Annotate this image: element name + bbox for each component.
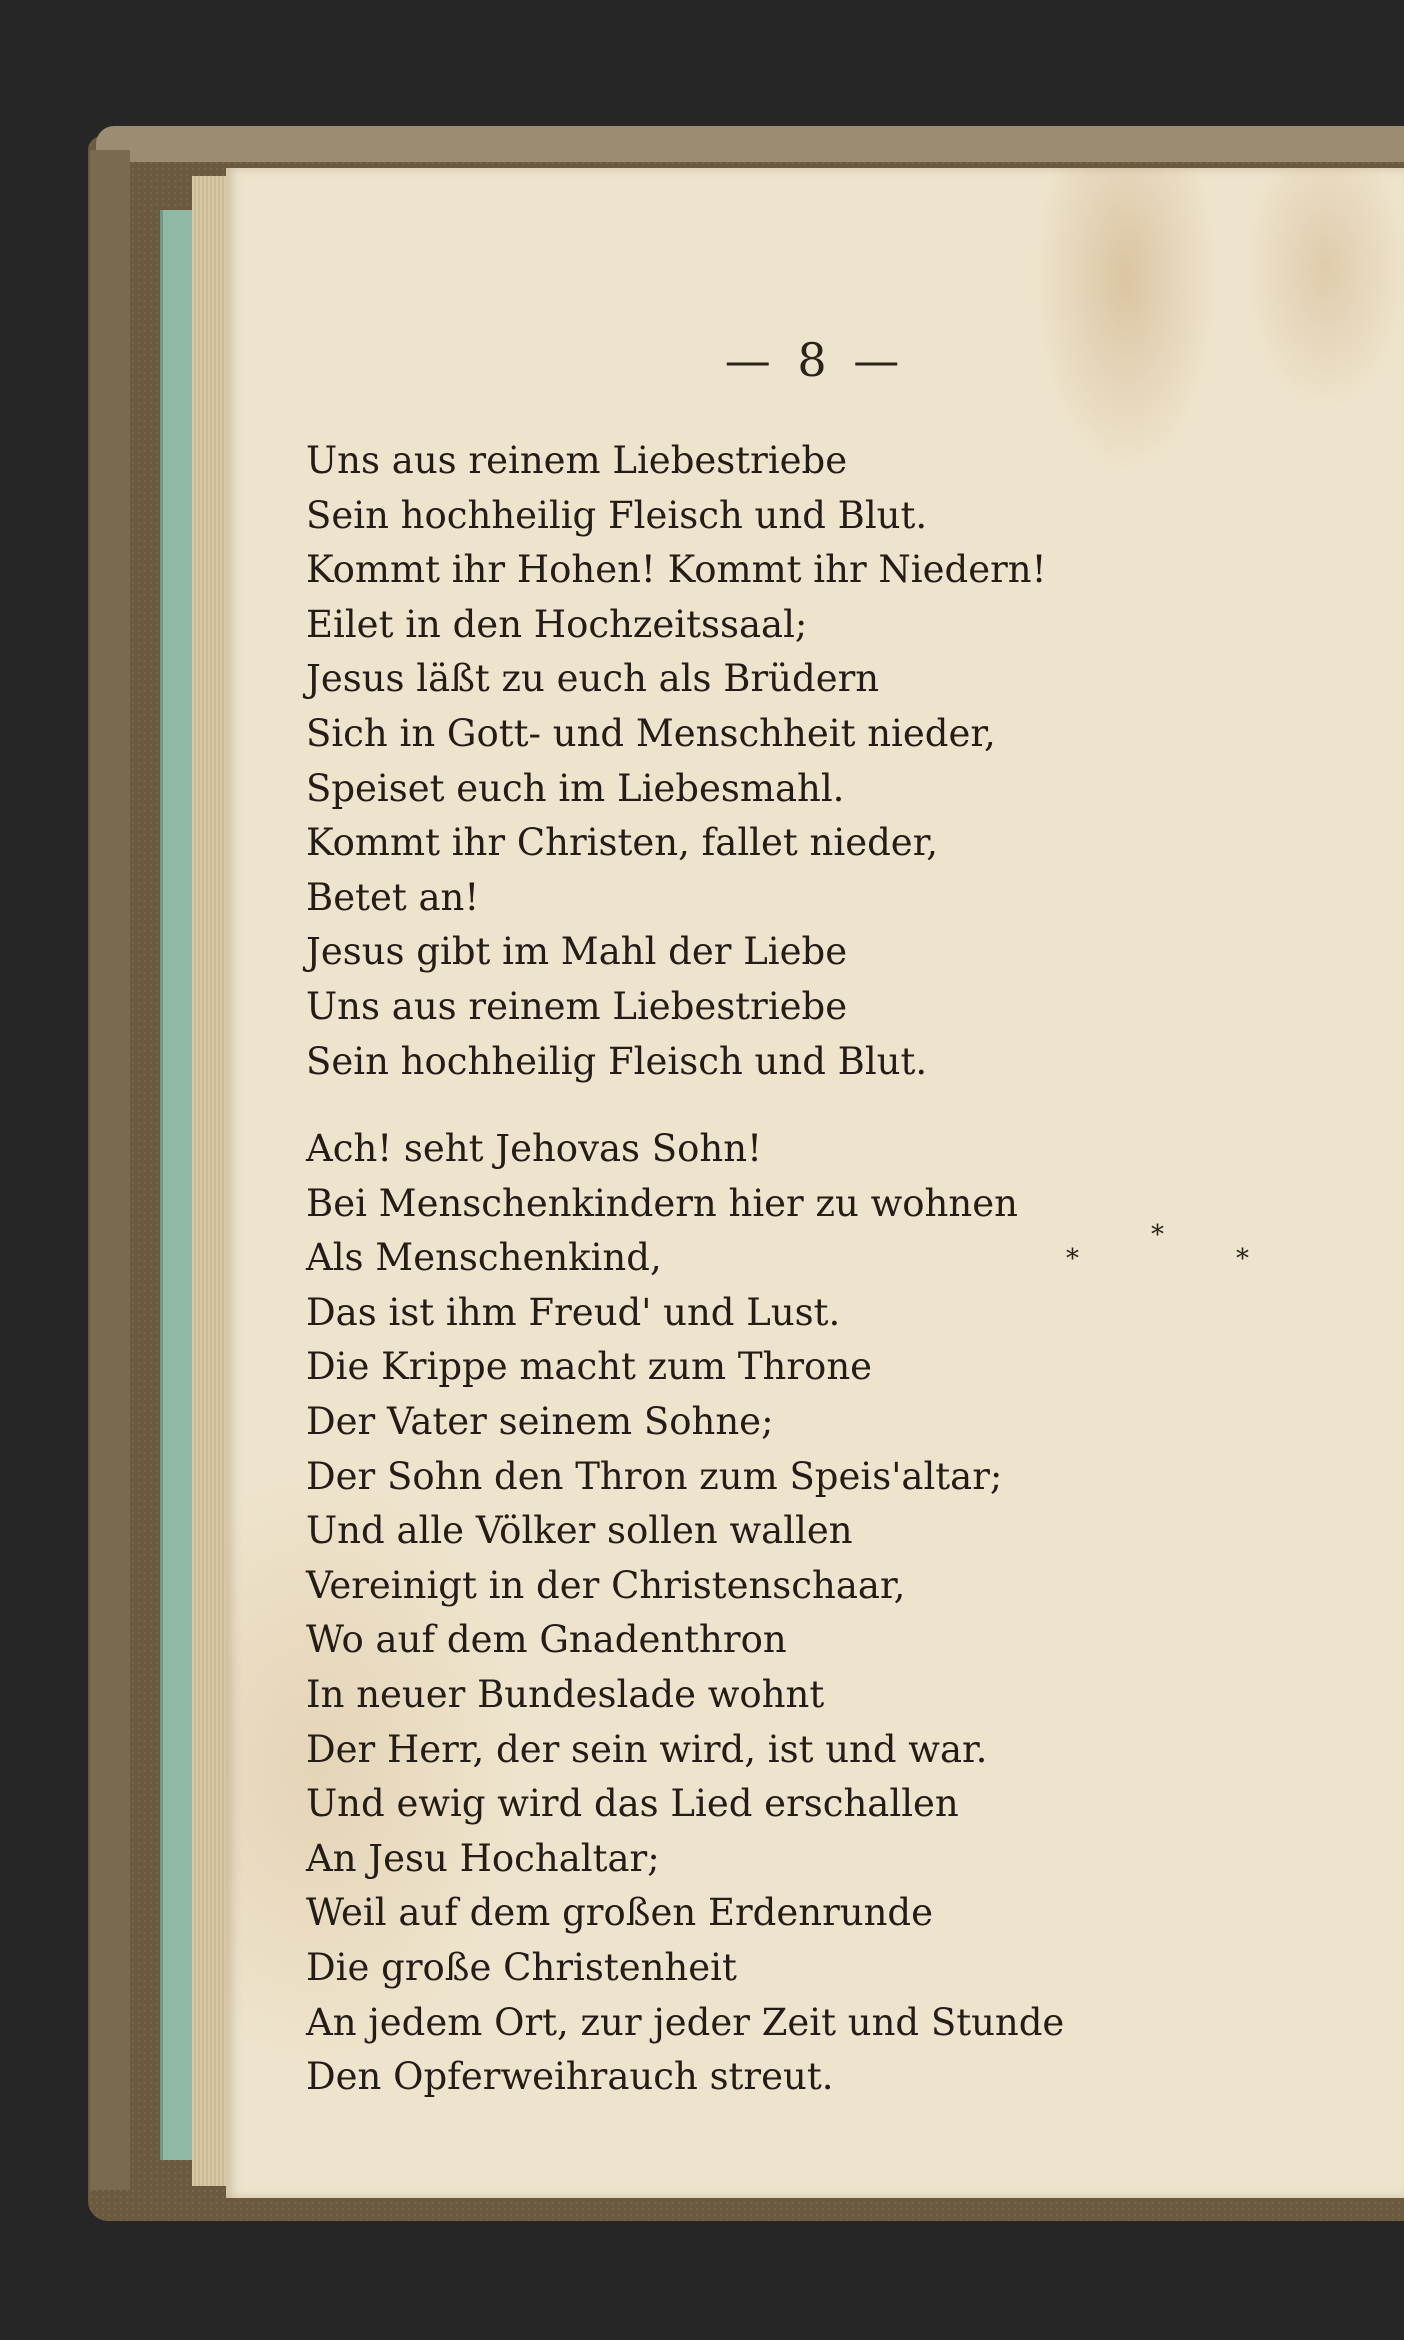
verse-line: An Jesu Hochaltar; [306,1836,660,1880]
page-number: — 8 — [724,333,906,387]
verse-line: Kommt ihr Hohen! Kommt ihr Niedern! [306,548,1047,592]
verse-line: Das ist ihm Freud' und Lust. [306,1290,841,1334]
ornament-star-icon: * [1151,1220,1164,1250]
verse-line: Vereinigt in der Christenschaar, [306,1563,906,1607]
verse-line: Speiset euch im Liebesmahl. [306,766,845,810]
verse-line: Uns aus reinem Liebestriebe [306,439,848,482]
verse-line: Und alle Völker sollen wallen [306,1509,853,1553]
verse-line: Die große Christenheit [306,1945,737,1989]
verse-line: An jedem Ort, zur jeder Zeit und Stunde [306,2000,1065,2044]
verse-line: Bei Menschenkindern hier zu wohnen [306,1181,1018,1225]
verse-line: Wo auf dem Gnadenthron [306,1618,787,1662]
verse-line: Betet an! [306,875,480,919]
verse-line: Sein hochheilig Fleisch und Blut. [306,1039,928,1083]
verse-line: Kommt ihr Christen, fallet nieder, [306,821,939,865]
verse-line: Uns aus reinem Liebestriebe [306,984,848,1028]
verse-line: In neuer Bundeslade wohnt [306,1672,825,1716]
verse-line: Sich in Gott- und Menschheit nieder, [306,711,996,755]
verse-line: Der Sohn den Thron zum Speis'altar; [306,1454,1003,1498]
page-stack-edge [192,176,230,2186]
verse-line: Eilet in den Hochzeitssaal; [306,602,808,646]
ornament-star-icon: * [1066,1244,1079,1274]
verse-line: Und ewig wird das Lied erschallen [306,1782,959,1826]
verse-line: Jesus gibt im Mahl der Liebe [306,930,848,974]
verse-line: Der Vater seinem Sohne; [306,1399,774,1443]
verse-line: Weil auf dem großen Erdenrunde [306,1891,933,1935]
cover-top-edge [96,126,1404,162]
ornament-star-icon: * [1236,1244,1249,1274]
verse-line: Der Herr, der sein wird, ist und war. [306,1727,988,1771]
stanza-1 [306,434,1306,1089]
verse-line: Die Krippe macht zum Throne [306,1345,873,1389]
verse-line: Den Opferweihrauch streut. [306,2055,834,2099]
cover-spine-edge [90,150,130,2190]
stanza-2 [306,1122,1306,2105]
verse-line: Ach! seht Jehovas Sohn! [306,1127,762,1170]
verse-line: Sein hochheilig Fleisch und Blut. [306,493,928,537]
verse-line: Als Menschenkind, [306,1236,662,1280]
verse-line: Jesus läßt zu euch als Brüdern [306,657,880,701]
